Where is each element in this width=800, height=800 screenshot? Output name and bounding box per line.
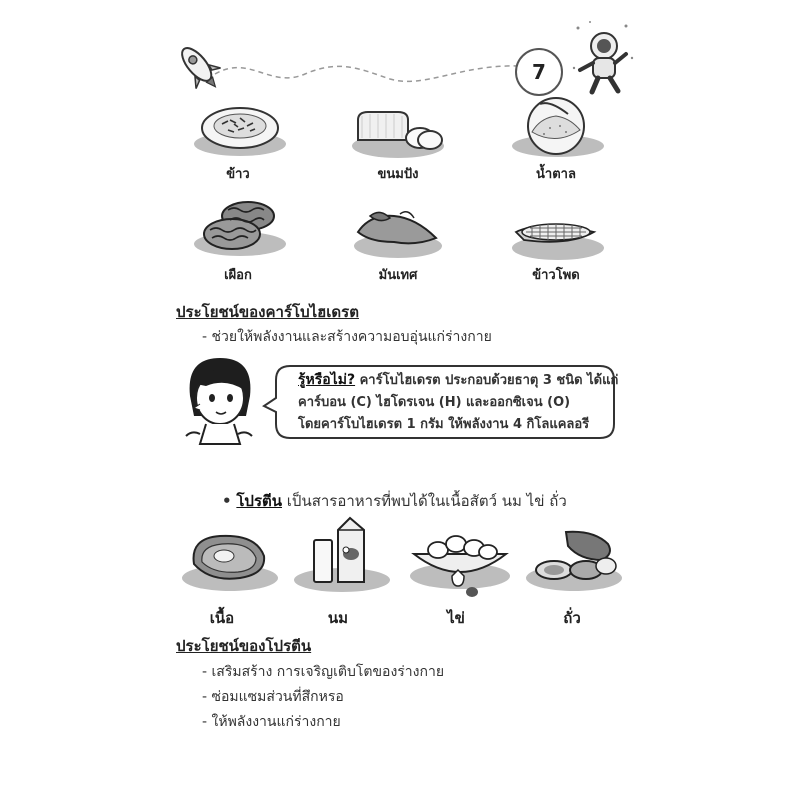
did-you-know-box [298,369,618,436]
food-label: ข้าวโพด [532,268,580,283]
bread-loaf-icon [350,104,446,160]
corn-icon [510,210,606,266]
protein-benefit-item: - เสริมสร้าง การเจริญเติบโตของร่างกาย [202,664,445,680]
milk-carton-icon [292,514,392,594]
protein-benefit-item: - ให้พลังงานแก่ร่างกาย [202,714,341,730]
rice-plate-icon [192,104,288,160]
carb-benefit-item: - ช่วยให้พลังงานและสร้างความอบอุ่นแก่ร่างกาย [202,329,492,345]
did-you-know-line1: คาร์โบไฮเดรต ประกอบด้วยธาตุ 3 ชนิด ได้แก่ [359,373,619,388]
protein-food-label: นม [327,609,349,627]
did-you-know-title: รู้หรือไม่? [298,372,356,388]
bullet: • [222,492,232,510]
did-you-know-line3: โดยคาร์โบไฮเดรต 1 กรัม ให้พลังงาน 4 กิโลแคลอรี [298,417,590,432]
page-number: 7 [532,60,546,84]
astronaut-icon [568,18,638,98]
protein-food-label: ถั่ว [563,609,581,627]
protein-food-label: เนื้อ [209,609,235,627]
protein-term: โปรตีน [236,492,283,510]
food-label: เผือก [224,268,252,283]
protein-definition [222,489,567,513]
food-label: ข้าว [226,167,250,182]
protein-benefits-heading: ประโยชน์ของโปรตีน [176,637,312,655]
food-label: น้ำตาล [536,167,576,182]
food-label: มันเทศ [378,268,418,283]
taro-icon [192,196,288,260]
dashed-flight-path [210,44,540,94]
eggs-bowl-icon [408,520,512,600]
food-label: ขนมปัง [377,167,419,182]
sweet-potato-icon [350,206,446,262]
meat-steak-icon [180,524,280,594]
protein-definition-text: เป็นสารอาหารที่พบได้ในเนื้อสัตว์ นม ไข่ ถั่ว [286,492,567,510]
protein-benefit-item: - ซ่อมแซมส่วนที่สึกหรอ [202,689,344,705]
did-you-know-line2: คาร์บอน (C) ไฮโดรเจน (H) และออกซิเจน (O) [298,395,571,410]
girl-cartoon-icon [176,352,262,452]
sugar-bowl-icon [510,96,606,160]
protein-food-label: ไข่ [447,609,465,627]
carb-benefits-heading: ประโยชน์ของคาร์โบไฮเดรต [176,303,359,321]
page-number-badge [515,48,563,96]
peanuts-icon [524,524,624,594]
